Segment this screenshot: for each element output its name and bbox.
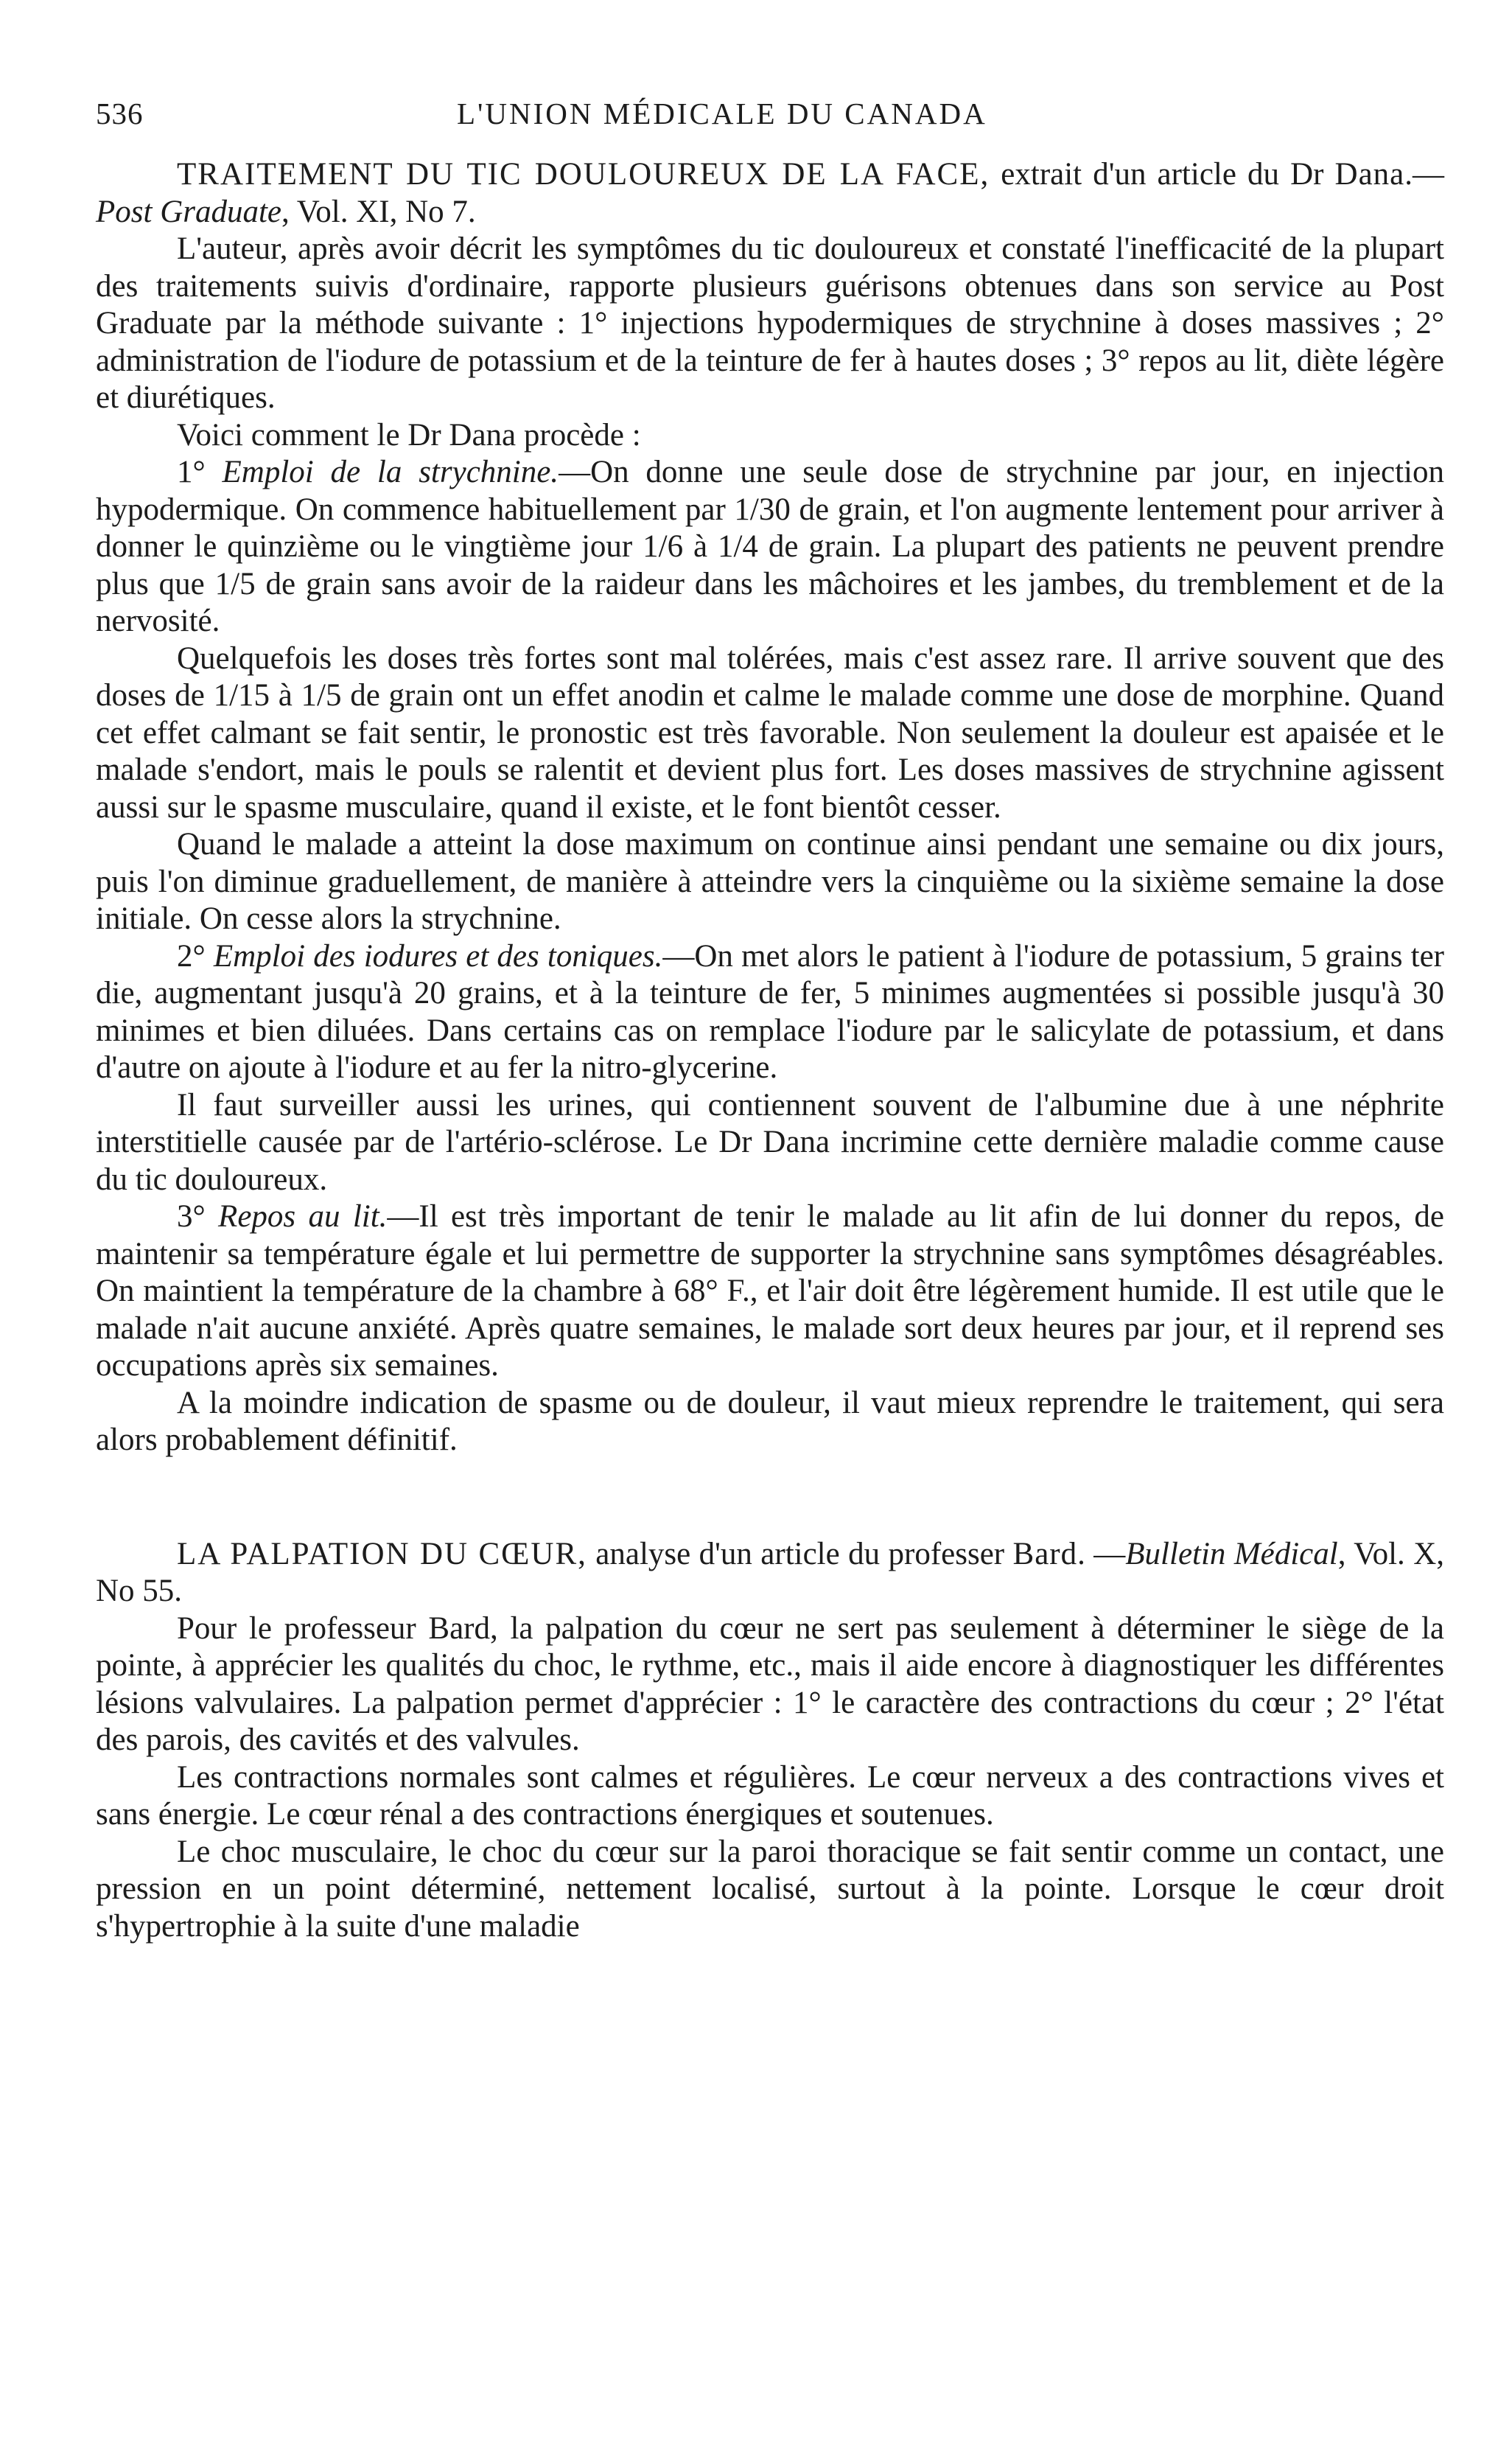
paragraph: 2° Emploi des iodures et des toniques.—On met alors le patient à l'iodure de potassium, 5 grains ter die, augmentant jusqu'à 20 grains, et à la teinture de fer, 5 minimes augmentées si possible jusqu'à 30 minimes et bien diluées. Dans certains cas on remplace l'iodure par le salicylate de potassium, et dans d'autre on ajoute à l'iodure et au fer la nitro-glycerine. xyxy=(96,938,1444,1085)
paragraph: A la moindre indication de spasme ou de douleur, il vaut mieux reprendre le traitement, qui sera alors probablement définitif. xyxy=(96,1385,1444,1457)
paragraph: 1° Emploi de la strychnine.—On donne une seule dose de strychnine par jour, en injection hypodermique. On commence habituellement par 1/30 de grain, et l'on augmente lentement pour arriver à donner le quinzième ou le vingtième jour 1/6 à 1/4 de grain. La plupart des patients ne peuvent prendre plus que 1/5 de grain sans avoir de la raideur dans les mâchoires et les jambes, du tremblement et de la nervosité. xyxy=(96,455,1444,638)
paragraph: L'auteur, après avoir décrit les symptômes du tic douloureux et constaté l'inefficacité de la plupart des traitements suivis d'ordinaire, rapporte plusieurs guérisons obtenues dans son service au Post Graduate par la méthode suivante : 1° injections hypodermiques de strychnine à doses massives ; 2° administration de l'iodure de potassium et de la teinture de fer à hautes doses ; 3° repos au lit, diète légère et diurétiques. xyxy=(96,231,1444,415)
page-header xyxy=(96,88,1444,147)
paragraph: Le choc musculaire, le choc du cœur sur la paroi thoracique se fait sentir comme un contact, une pression en un point déterminé, nettement localisé, surtout à la pointe. Lorsque le cœur droit s'hypertrophie à la suite d'une maladie xyxy=(96,1834,1444,1944)
paragraph: Quelquefois les doses très fortes sont mal tolérées, mais c'est assez rare. Il arrive souvent que des doses de 1/15 à 1/5 de grain ont un effet anodin et calme le malade comme une dose de morphine. Quand cet effet calmant se fait sentir, le pronostic est très favorable. Non seulement la douleur est apaisée et le malade s'endort, mais le pouls se ralentit et devient plus fort. Les doses massives de strychnine agissent aussi sur le spasme musculaire, quand il existe, et le font bientôt cesser. xyxy=(96,640,1444,825)
paragraph: Voici comment le Dr Dana procède : xyxy=(177,417,641,453)
paragraph: Quand le malade a atteint la dose maximum on continue ainsi pendant une semaine ou dix jours, puis l'on diminue graduellement, de manière à atteindre vers la cinquième ou la sixième semaine la dose initiale. On cesse alors la strychnine. xyxy=(96,827,1444,936)
article-heading: TRAITEMENT DU TIC DOULOUREUX DE LA FACE, extrait d'un article du Dr Dana.—Post Graduate, Vol. XI, No 7. xyxy=(96,157,1444,229)
author-name: Dana xyxy=(1334,157,1405,192)
journal-name: Post Graduate xyxy=(96,194,282,229)
journal-name: Bulletin Médical xyxy=(1125,1536,1338,1571)
article-title: LA PALPATION DU CŒUR, xyxy=(177,1536,587,1571)
article-title: TRAITEMENT DU TIC DOULOUREUX DE LA FACE, xyxy=(177,157,990,192)
running-title: L'UNION MÉDICALE DU CANADA xyxy=(457,97,987,130)
article-tic-douloureux xyxy=(96,156,1444,1459)
article-heading: LA PALPATION DU CŒUR, analyse d'un article du professer Bard. —Bulletin Médical, Vol. X, No 55. xyxy=(96,1536,1445,1608)
page-number: 536 xyxy=(96,97,144,130)
paragraph: Il faut surveiller aussi les urines, qui contiennent souvent de l'albumine due à une néphrite interstitielle causée par de l'artério-sclérose. Le Dr Dana incrimine cette dernière maladie comme cause du tic douloureux. xyxy=(96,1087,1444,1197)
author-name: Bard xyxy=(1012,1536,1078,1571)
journal-page xyxy=(96,88,1444,1945)
section-heading: Emploi des iodures et des toniques. xyxy=(213,938,663,974)
article-palpation-coeur xyxy=(96,1536,1444,1946)
article-separator xyxy=(96,1459,1444,1536)
paragraph: Pour le professeur Bard, la palpation du cœur ne sert pas seulement à déterminer le siège de la pointe, à apprécier les qualités du choc, le rythme, etc., mais il aide encore à diagnostiquer les différentes lésions valvulaires. La palpation permet d'apprécier : 1° le caractère des contractions du cœur ; 2° l'état des parois, des cavités et des valvules. xyxy=(96,1610,1444,1757)
paragraph: 3° Repos au lit.—Il est très important de tenir le malade au lit afin de lui donner du repos, de maintenir sa température égale et lui permettre de supporter la strychnine sans symptômes désagréables. On maintient la température de la chambre à 68° F., et l'air doit être légèrement humide. Il est utile que le malade n'ait aucune anxiété. Après quatre semaines, le malade sort deux heures par jour, et il reprend ses occupations après six semaines. xyxy=(96,1199,1444,1383)
section-heading: Repos au lit. xyxy=(218,1199,388,1234)
section-heading: Emploi de la strychnine. xyxy=(222,455,559,489)
paragraph: Les contractions normales sont calmes et régulières. Le cœur nerveux a des contractions vives et sans énergie. Le cœur rénal a des contractions énergiques et soutenues. xyxy=(96,1759,1444,1832)
